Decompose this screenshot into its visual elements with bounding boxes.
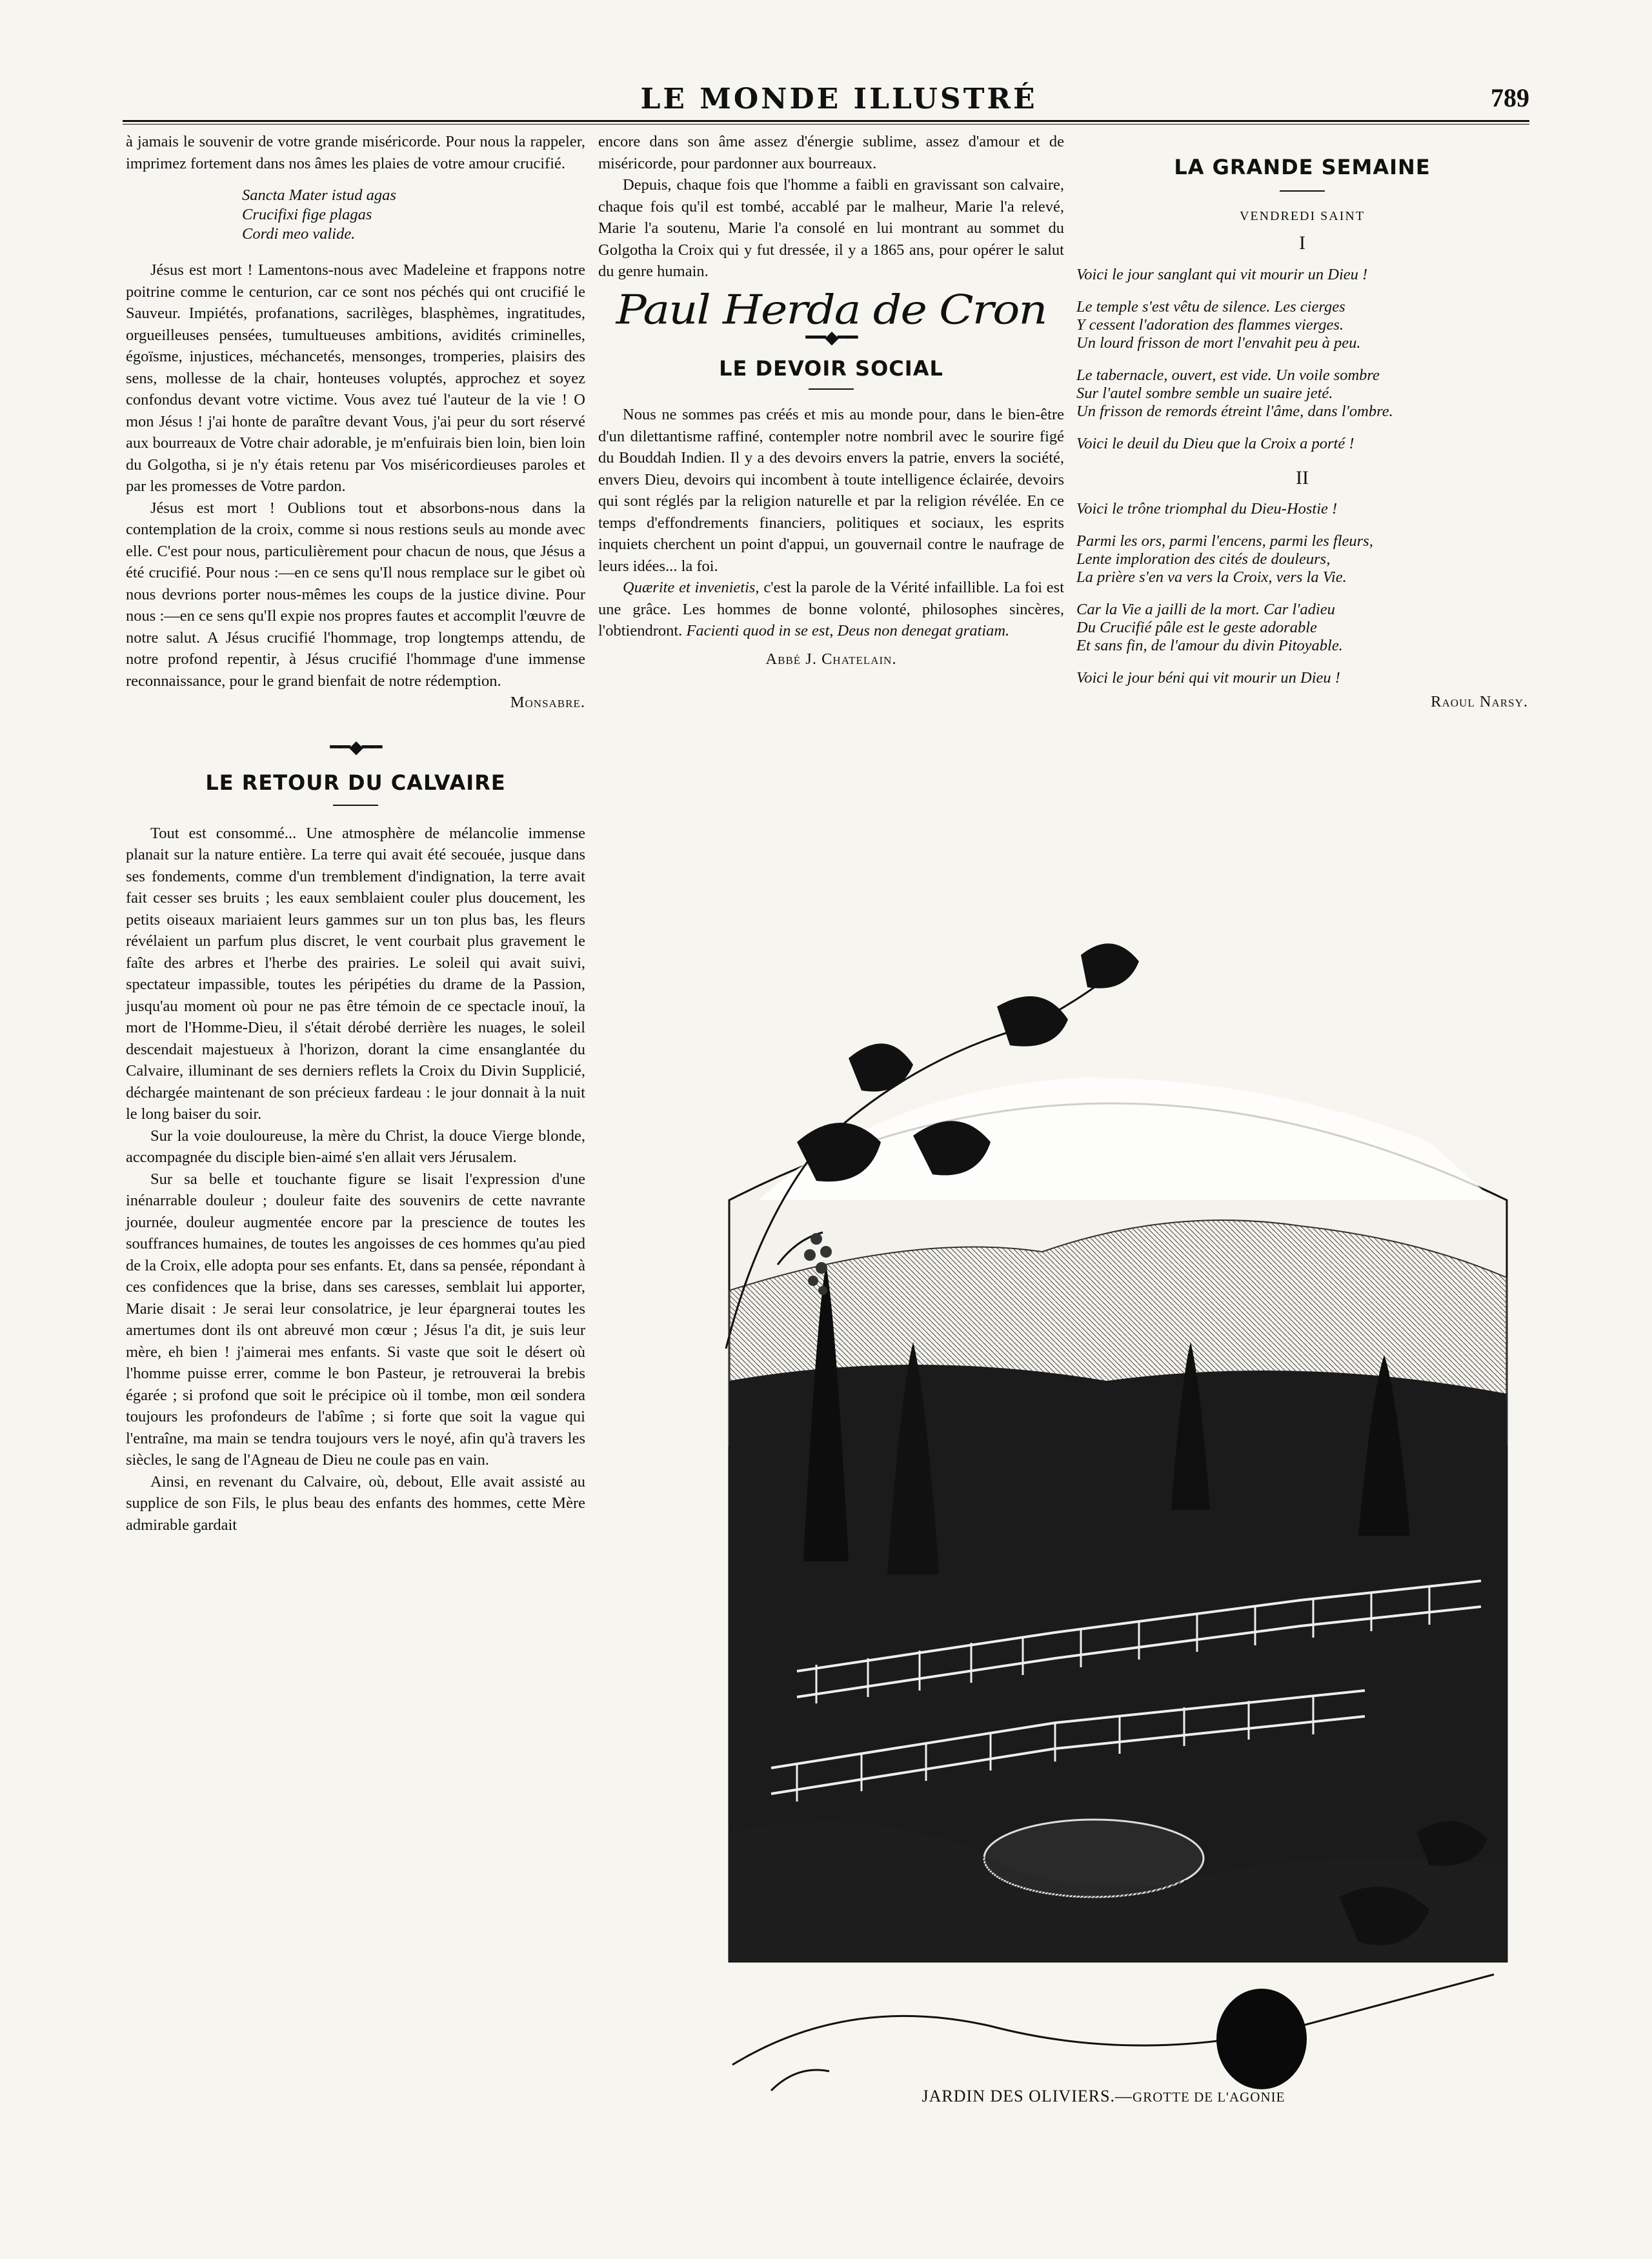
verse: Voici le jour sanglant qui vit mourir un Dieu ! (1076, 265, 1368, 283)
paragraph: Sur sa belle et touchante figure se lisait l'expression d'une inénarrable douleur ; douleur faite des souvenirs de cette navrante journée, douleur augmentée encore par la prescience de toutes les souffrances humaines, de toutes les angoisses de ces hommes qu'au pied de la Croix, elle adopta pour ses enfants. Et, dans sa pensée, répondant à ces confidences que la brise, dans ses caresses, semblait lui apporter, Marie disait : Je serai leur consolatrice, je leur épargnerai toutes les amertumes dont ils ont abreuvé mon cœur ; Jésus l'a dit, je suis leur mère, eh bien ! j'aimerai mes enfants. Si vaste que soit le désert où l'homme puisse errer, comme le bon Pasteur, je retrouverai la brebis égarée ; si profond que soit le précipice où il tombe, mon œil sondera toujours les profondeurs de l'abîme ; si forte que soit la vague qui l'entraîne, ma main se tendra toujours vers le noyé, afin qu'à travers les siècles, le sang de l'Agneau de Dieu ne coule pas en vain. (126, 1170, 585, 1469)
column-1 (126, 131, 585, 1536)
verse: Le tabernacle, ouvert, est vide. Un voile sombre (1076, 366, 1380, 384)
article-title: LA GRANDE SEMAINE (1174, 155, 1431, 179)
stanza (1076, 669, 1528, 687)
verse: La prière s'en va vers la Croix, vers la Vie. (1076, 568, 1347, 586)
stanza (1076, 366, 1528, 421)
verse: Le temple s'est vêtu de silence. Les cierges (1076, 297, 1345, 316)
column-3 (1076, 131, 1528, 713)
text: c'est la parole de la Vérité infaillible. La foi est une grâce. Les hommes de bonne volonté, philosophes sincères, l'obtiendront. (598, 579, 1064, 639)
verse: Un lourd frisson de mort l'envahit peu à peu. (1076, 334, 1361, 352)
ornament-divider: ━━◆━━ (805, 328, 857, 348)
paragraph: Ainsi, en revenant du Calvaire, où, debout, Elle avait assisté au supplice de son Fils, le plus beau des enfants des hommes, cette Mère admirable gardait (126, 1472, 585, 1534)
latin-line: Sancta Mater istud agas (242, 186, 396, 204)
verse: Voici le trône triomphal du Dieu-Hostie ! (1076, 500, 1338, 517)
article-title: LE DEVOIR SOCIAL (719, 356, 943, 381)
paragraph: Sur la voie douloureuse, la mère du Christ, la douce Vierge blonde, accompagnée du disciple bien-aimé s'en allait vers Jérusalem. (126, 1127, 585, 1166)
ornament-divider: ━━◆━━ (330, 737, 381, 758)
newspaper-title: LE MONDE ILLUSTRÉ (640, 83, 1038, 115)
latin-quote (242, 186, 585, 244)
verse: Car la Vie a jailli de la mort. Car l'adieu (1076, 601, 1335, 618)
stanza (1076, 435, 1528, 453)
part-number: II (1296, 467, 1309, 488)
column-2 (598, 131, 1064, 670)
author-signature: Raoul Narsy. (1431, 693, 1528, 710)
handwritten-signature: Paul Herda de Cron (616, 285, 1047, 334)
article-title: LE RETOUR DU CALVAIRE (205, 770, 506, 795)
caption-subtitle: GROTTE DE L'AGONIE (1133, 2089, 1285, 2105)
header-rule (123, 120, 1529, 122)
verse: Parmi les ors, parmi l'encens, parmi les fleurs, (1076, 532, 1373, 550)
latin-line: Crucifixi fige plagas (242, 206, 372, 223)
stanza (1076, 298, 1528, 352)
poem (1076, 266, 1528, 688)
verse: Et sans fin, de l'amour du divin Pitoyable. (1076, 637, 1343, 654)
masthead (148, 83, 1529, 121)
caption-title: JARDIN DES OLIVIERS.— (922, 2087, 1133, 2105)
poem-subtitle: VENDREDI SAINT (1239, 208, 1365, 223)
verse: Sur l'autel sombre semble un suaire jeté. (1076, 384, 1333, 402)
stanza (1076, 532, 1528, 587)
header-rule-thin (123, 124, 1529, 125)
stanza (1076, 601, 1528, 655)
paragraph: Jésus est mort ! Oublions tout et absorbons-nous dans la contemplation de la croix, comme si nous restions seuls au monde avec elle. C'est pour nous, particulièrement pour chacun de nous, que Jésus a été crucifié. Pour nous :—en ce sens qu'Il nous remplace sur le gibet où nous devrions porter nous-mêmes les coups de la justice divine. Pour nous :—en ce sens qu'Il expie nos propres fautes et accomplit l'œuvre de notre salut. A Jésus crucifié l'hommage, trop longtemps attendu, de notre profond repentir, à Jésus crucifié l'hommage d'une immense reconnaissance, pour le grand bienfait de notre rédemption. (126, 499, 585, 690)
paragraph: Nous ne sommes pas créés et mis au monde pour, dans le bien-être d'un dilettantisme raffiné, contempler notre nombril avec le sourire figé du Bouddah Indien. Il y a des devoirs envers la patrie, envers la société, envers Dieu, devoirs qui incombent à toute intelligence éclairée, devoirs qui sont réglés par la religion naturelle et par la religion révélée. En ce temps d'effondrements financiers, politiques et sociaux, les esprits inquiets cherchent un point d'appui, un gouvernail contre le naufrage de leurs idées... la foi. (598, 406, 1064, 575)
verse: Du Crucifié pâle est le geste adorable (1076, 619, 1317, 636)
title-rule (809, 388, 854, 390)
verse: Un frisson de remords étreint l'âme, dans l'ombre. (1076, 402, 1393, 420)
stanza (1076, 500, 1528, 518)
paragraph: encore dans son âme assez d'énergie sublime, assez d'amour et de miséricorde, pour pardonner aux bourreaux. (598, 133, 1064, 172)
garden-engraving (720, 929, 1513, 2116)
verse: Lente imploration des cités de douleurs, (1076, 550, 1331, 568)
latin-phrase: Quærite et invenietis, (623, 579, 760, 596)
page-number: 789 (1491, 83, 1529, 112)
stanza (1076, 266, 1528, 284)
paragraph: Depuis, chaque fois que l'homme a faibli en gravissant son calvaire, chaque fois qu'il est tombé, accablé par le malheur, Marie l'a relevé, Marie l'a soutenu, Marie l'a consolé en lui montrant au sommet du Golgotha la Croix qui y fut dressée, il y a 1865 ans, pour opérer le salut du genre humain. (598, 176, 1064, 280)
verse: Voici le deuil du Dieu que la Croix a porté ! (1076, 434, 1355, 452)
part-number: I (1299, 232, 1305, 254)
paragraph: Jésus est mort ! Lamentons-nous avec Madeleine et frappons notre poitrine comme le centurion, car ce sont nos péchés qui ont crucifié le Sauveur. Impiétés, profanations, sacrilèges, blasphèmes, ingratitudes, orgueilleuses pensées, tumultueuses ambitions, avidités criminelles, égoïsme, injustices, méchancetés, mensonges, tromperies, plaisirs des sens, mollesse de la chair, honteuses voluptés, approchez et soyez confondus devant votre victime. Vous avez tué l'auteur de la vie ! O mon Jésus ! j'ai honte de paraître devant Vous, j'ai peur du sort réservé aux bourreaux de Votre chair adorable, je m'enfuirais bien loin, bien loin du Golgotha, si je n'y étais retenu par Vos miséricordieuses paroles et par les promesses de Votre pardon. (126, 261, 585, 495)
latin-phrase: Facienti quod in se est, Deus non denegat gratiam. (686, 622, 1010, 639)
title-rule (333, 805, 378, 806)
author-signature: Abbé J. Chatelain. (765, 650, 897, 668)
author-signature: Monsabre. (510, 694, 585, 711)
paragraph: Tout est consommé... Une atmosphère de mélancolie immense planait sur la nature entière. La terre qui avait été secouée, jusque dans ses fondements, comme d'un tremblement d'indignation, la terre avait fait cesser ses bruits ; les eaux semblaient couler plus doucement, les petits oiseaux mariaient leurs gammes sur un ton plus bas, les fleurs révélaient un parfum plus discret, le vent courbait plus gravement le faîte des arbres et l'herbe des prairies. Le soleil qui avait suivi, spectateur impassible, toutes les péripéties du drame de la Passion, jusqu'au moment où pour ne pas être témoin de ce spectacle inouï, la mort de l'Homme-Dieu, il s'était dérobé derrière les nuages, le soleil descendait majestueux à l'horizon, dorant la cime ensanglantée du Calvaire, illuminant de ses derniers reflets la Croix du Divin Supplicié, déchargée maintenant de son précieux fardeau : le jour donnait à la nuit le long baiser du soir. (126, 824, 585, 1123)
paragraph (598, 577, 1064, 642)
verse: Y cessent l'adoration des flammes vierges. (1076, 316, 1344, 334)
title-rule (1280, 190, 1325, 192)
latin-line: Cordi meo valide. (242, 225, 356, 243)
verse: Voici le jour béni qui vit mourir un Dieu ! (1076, 669, 1340, 687)
paragraph: à jamais le souvenir de votre grande miséricorde. Pour nous la rappeler, imprimez fortement dans nos âmes les plaies de votre amour crucifié. (126, 133, 585, 172)
figure-caption (749, 2087, 1458, 2106)
